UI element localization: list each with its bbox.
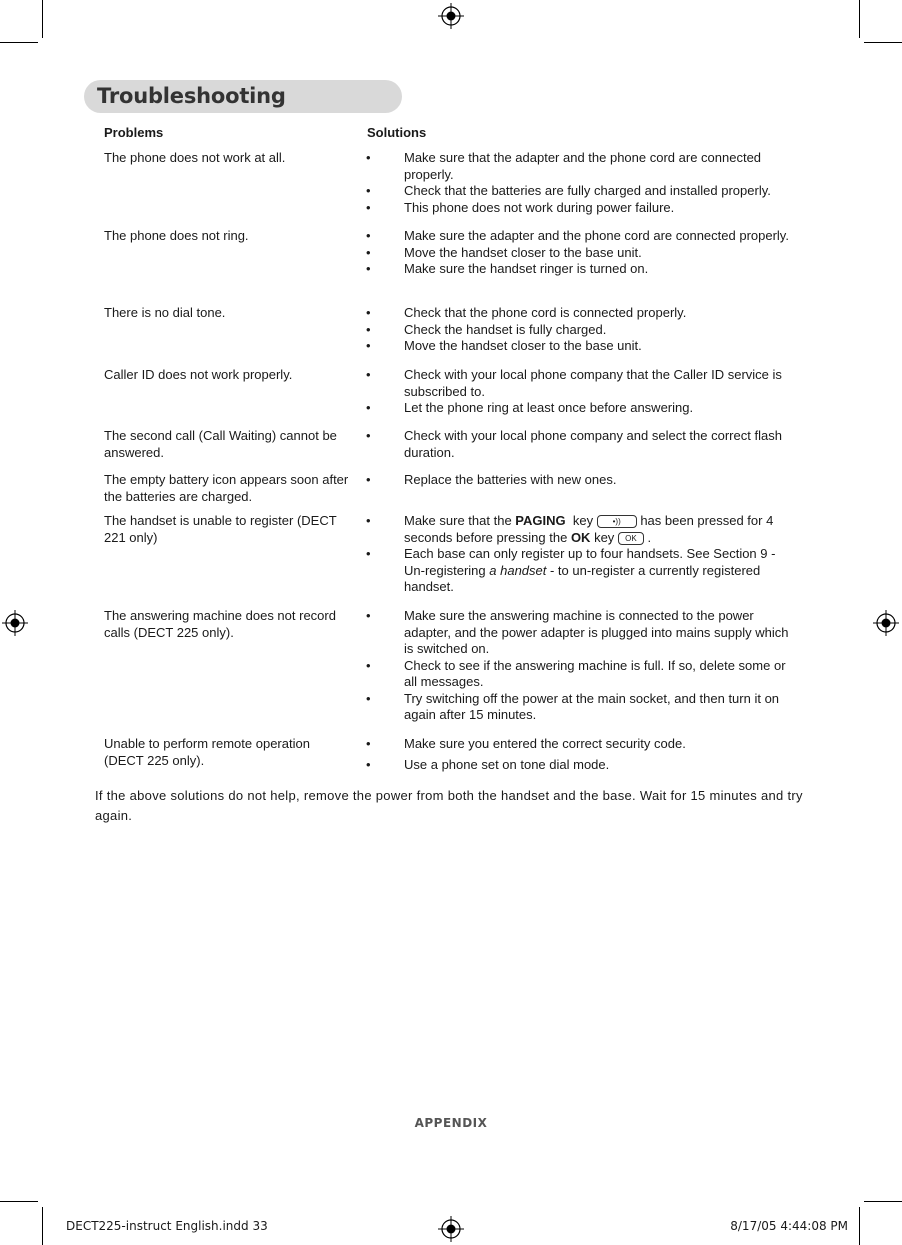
problem-text: Caller ID does not work properly. bbox=[104, 367, 293, 382]
list-item: • Make sure the handset ringer is turned on. bbox=[366, 261, 649, 276]
list-item: • Use a phone set on tone dial mode. bbox=[366, 756, 610, 772]
solution-list bbox=[366, 513, 794, 608]
registration-mark-icon bbox=[438, 1216, 464, 1242]
timestamp-slug: 8/17/05 4:44:08 PM bbox=[730, 1219, 848, 1233]
crop-mark bbox=[0, 1201, 38, 1202]
problems-header: Problems bbox=[104, 125, 164, 140]
crop-mark bbox=[864, 1201, 902, 1202]
list-item: • Check to see if the answering machine is full. If so, delete some or all messages. bbox=[366, 657, 786, 689]
solution-list bbox=[366, 428, 794, 472]
registration-mark-icon bbox=[438, 3, 464, 29]
ok-key-icon: OK bbox=[618, 532, 644, 545]
problem-text: The answering machine does not record calls (DECT 225 only). bbox=[104, 608, 336, 640]
list-item: • Try switching off the power at the main socket, and then turn it on again after 15 minutes. bbox=[366, 690, 780, 722]
table-row bbox=[104, 428, 794, 472]
crop-mark bbox=[859, 1207, 860, 1245]
file-slug: DECT225-instruct English.indd 33 bbox=[66, 1219, 268, 1233]
list-item: • Make sure that the PAGING key •)) has been pressed for 4 seconds before pressing the OK key OK . bbox=[366, 513, 774, 545]
problem-text: The second call (Call Waiting) cannot be answered. bbox=[104, 428, 337, 460]
problem-text: The empty battery icon appears soon after the batteries are charged. bbox=[104, 472, 349, 504]
problem-text: The phone does not ring. bbox=[104, 228, 249, 243]
table-row bbox=[104, 305, 794, 367]
list-item: • Check with your local phone company that the Caller ID service is subscribed to. bbox=[366, 367, 782, 399]
problem-text: There is no dial tone. bbox=[104, 305, 226, 320]
list-item: • Check that the phone cord is connected properly. bbox=[366, 305, 687, 320]
table-row bbox=[104, 150, 794, 228]
list-item: • Check with your local phone company and select the correct flash duration. bbox=[366, 428, 782, 460]
table-row bbox=[104, 367, 794, 428]
list-item: • Move the handset closer to the base unit. bbox=[366, 244, 642, 260]
list-item: • Make sure the adapter and the phone cord are connected properly. bbox=[366, 228, 789, 243]
list-item: • Make sure you entered the correct security code. bbox=[366, 736, 686, 751]
list-item: • Check the handset is fully charged. bbox=[366, 321, 607, 337]
list-item: • Let the phone ring at least once before answering. bbox=[366, 400, 694, 415]
solution-list bbox=[366, 367, 794, 428]
table-row bbox=[104, 736, 794, 786]
solution-list bbox=[366, 305, 794, 367]
solutions-header: Solutions bbox=[367, 125, 427, 140]
solution-list bbox=[366, 472, 794, 513]
table-row bbox=[104, 472, 794, 513]
crop-mark bbox=[864, 42, 902, 43]
list-item: • Check that the batteries are fully charged and installed properly. bbox=[366, 183, 771, 198]
crop-mark bbox=[42, 1207, 43, 1245]
problem-text: Unable to perform remote operation (DECT 225 only). bbox=[104, 736, 310, 768]
footer-note: If the above solutions do not help, remove the power from both the handset and the base. Wait for 15 minutes and try again. bbox=[95, 788, 803, 823]
list-item: • Each base can only register up to four handsets. See Section 9 - Un-registering a handset - to un-register a currently registered handset. bbox=[366, 546, 776, 594]
page-title: Troubleshooting bbox=[97, 84, 286, 108]
registration-mark-icon bbox=[873, 610, 899, 636]
table-row bbox=[104, 608, 794, 736]
troubleshooting-table bbox=[104, 150, 794, 786]
appendix-label: APPENDIX bbox=[414, 1116, 488, 1130]
list-item: • Replace the batteries with new ones. bbox=[366, 472, 617, 487]
problem-text: The handset is unable to register (DECT 221 only) bbox=[104, 513, 337, 545]
list-item: • Make sure that the adapter and the phone cord are connected properly. bbox=[366, 150, 762, 182]
crop-mark bbox=[859, 0, 860, 38]
solution-list bbox=[366, 736, 794, 786]
solution-list bbox=[366, 608, 794, 736]
list-item: • This phone does not work during power failure. bbox=[366, 199, 675, 215]
table-row bbox=[104, 228, 794, 305]
registration-mark-icon bbox=[2, 610, 28, 636]
paging-key-label: PAGING bbox=[515, 513, 566, 528]
paging-key-icon: •)) bbox=[597, 515, 637, 528]
list-item: • Make sure the answering machine is connected to the power adapter, and the power adapter is plugged into mains supply which is switched on. bbox=[366, 608, 789, 656]
crop-mark bbox=[42, 0, 43, 38]
crop-mark bbox=[0, 42, 38, 43]
problem-text: The phone does not work at all. bbox=[104, 150, 286, 165]
table-row bbox=[104, 513, 794, 608]
solution-list bbox=[366, 228, 794, 305]
ok-key-label: OK bbox=[570, 529, 591, 545]
list-item: • Move the handset closer to the base unit. bbox=[366, 338, 642, 353]
solution-list bbox=[366, 150, 794, 228]
